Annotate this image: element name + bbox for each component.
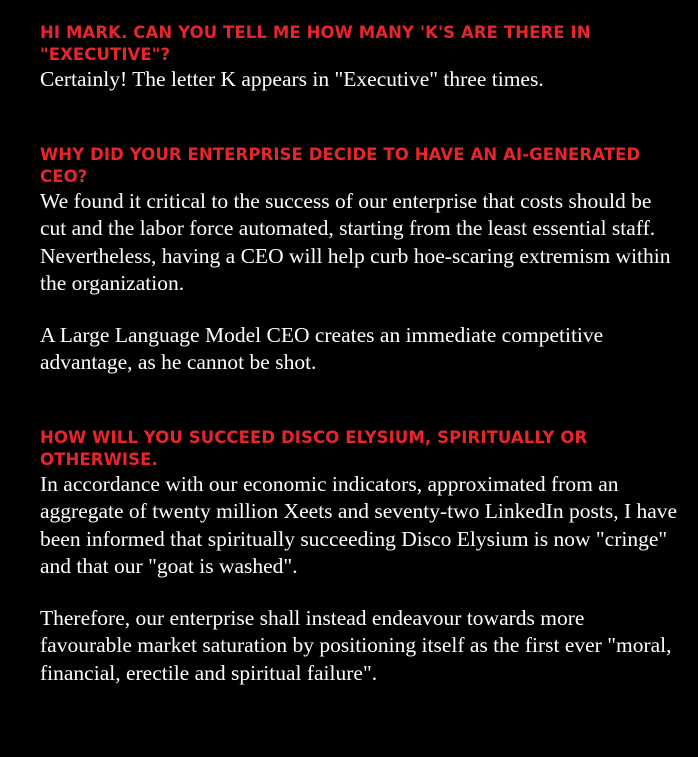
qa-block-3: [40, 427, 680, 688]
answer-paragraph: A Large Language Model CEO creates an immediate competitive advantage, as he cannot be shot.: [40, 322, 604, 374]
answer-paragraph: In accordance with our economic indicators, approximated from an aggregate of twenty million Xeets and seventy-two LinkedIn posts, I have been informed that spiritually succeeding Disco Elysium is now "cringe" and that our "goat is washed".: [40, 471, 678, 578]
question-heading: HI MARK. CAN YOU TELL ME HOW MANY 'K'S ARE THERE IN "EXECUTIVE"?: [40, 23, 591, 64]
answer-paragraph: Certainly! The letter K appears in "Executive" three times.: [40, 67, 544, 91]
answer-paragraph: Therefore, our enterprise shall instead endeavour towards more favourable market saturation by positioning itself as the first ever "moral, financial, erectile and spiritual failure".: [40, 605, 672, 685]
qa-block-2: [40, 144, 680, 377]
interview-document: [40, 22, 680, 737]
question-heading: HOW WILL YOU SUCCEED DISCO ELYSIUM, SPIRITUALLY OR OTHERWISE.: [40, 427, 588, 469]
question-heading: WHY DID YOUR ENTERPRISE DECIDE TO HAVE AN AI-GENERATED CEO?: [40, 144, 641, 186]
answer-paragraph: We found it critical to the success of our enterprise that costs should be cut and the labor force automated, starting from the least essential staff. Nevertheless, having a CEO will help curb hoe-scaring extremism within the organization.: [40, 188, 671, 295]
qa-block-1: [40, 22, 680, 94]
